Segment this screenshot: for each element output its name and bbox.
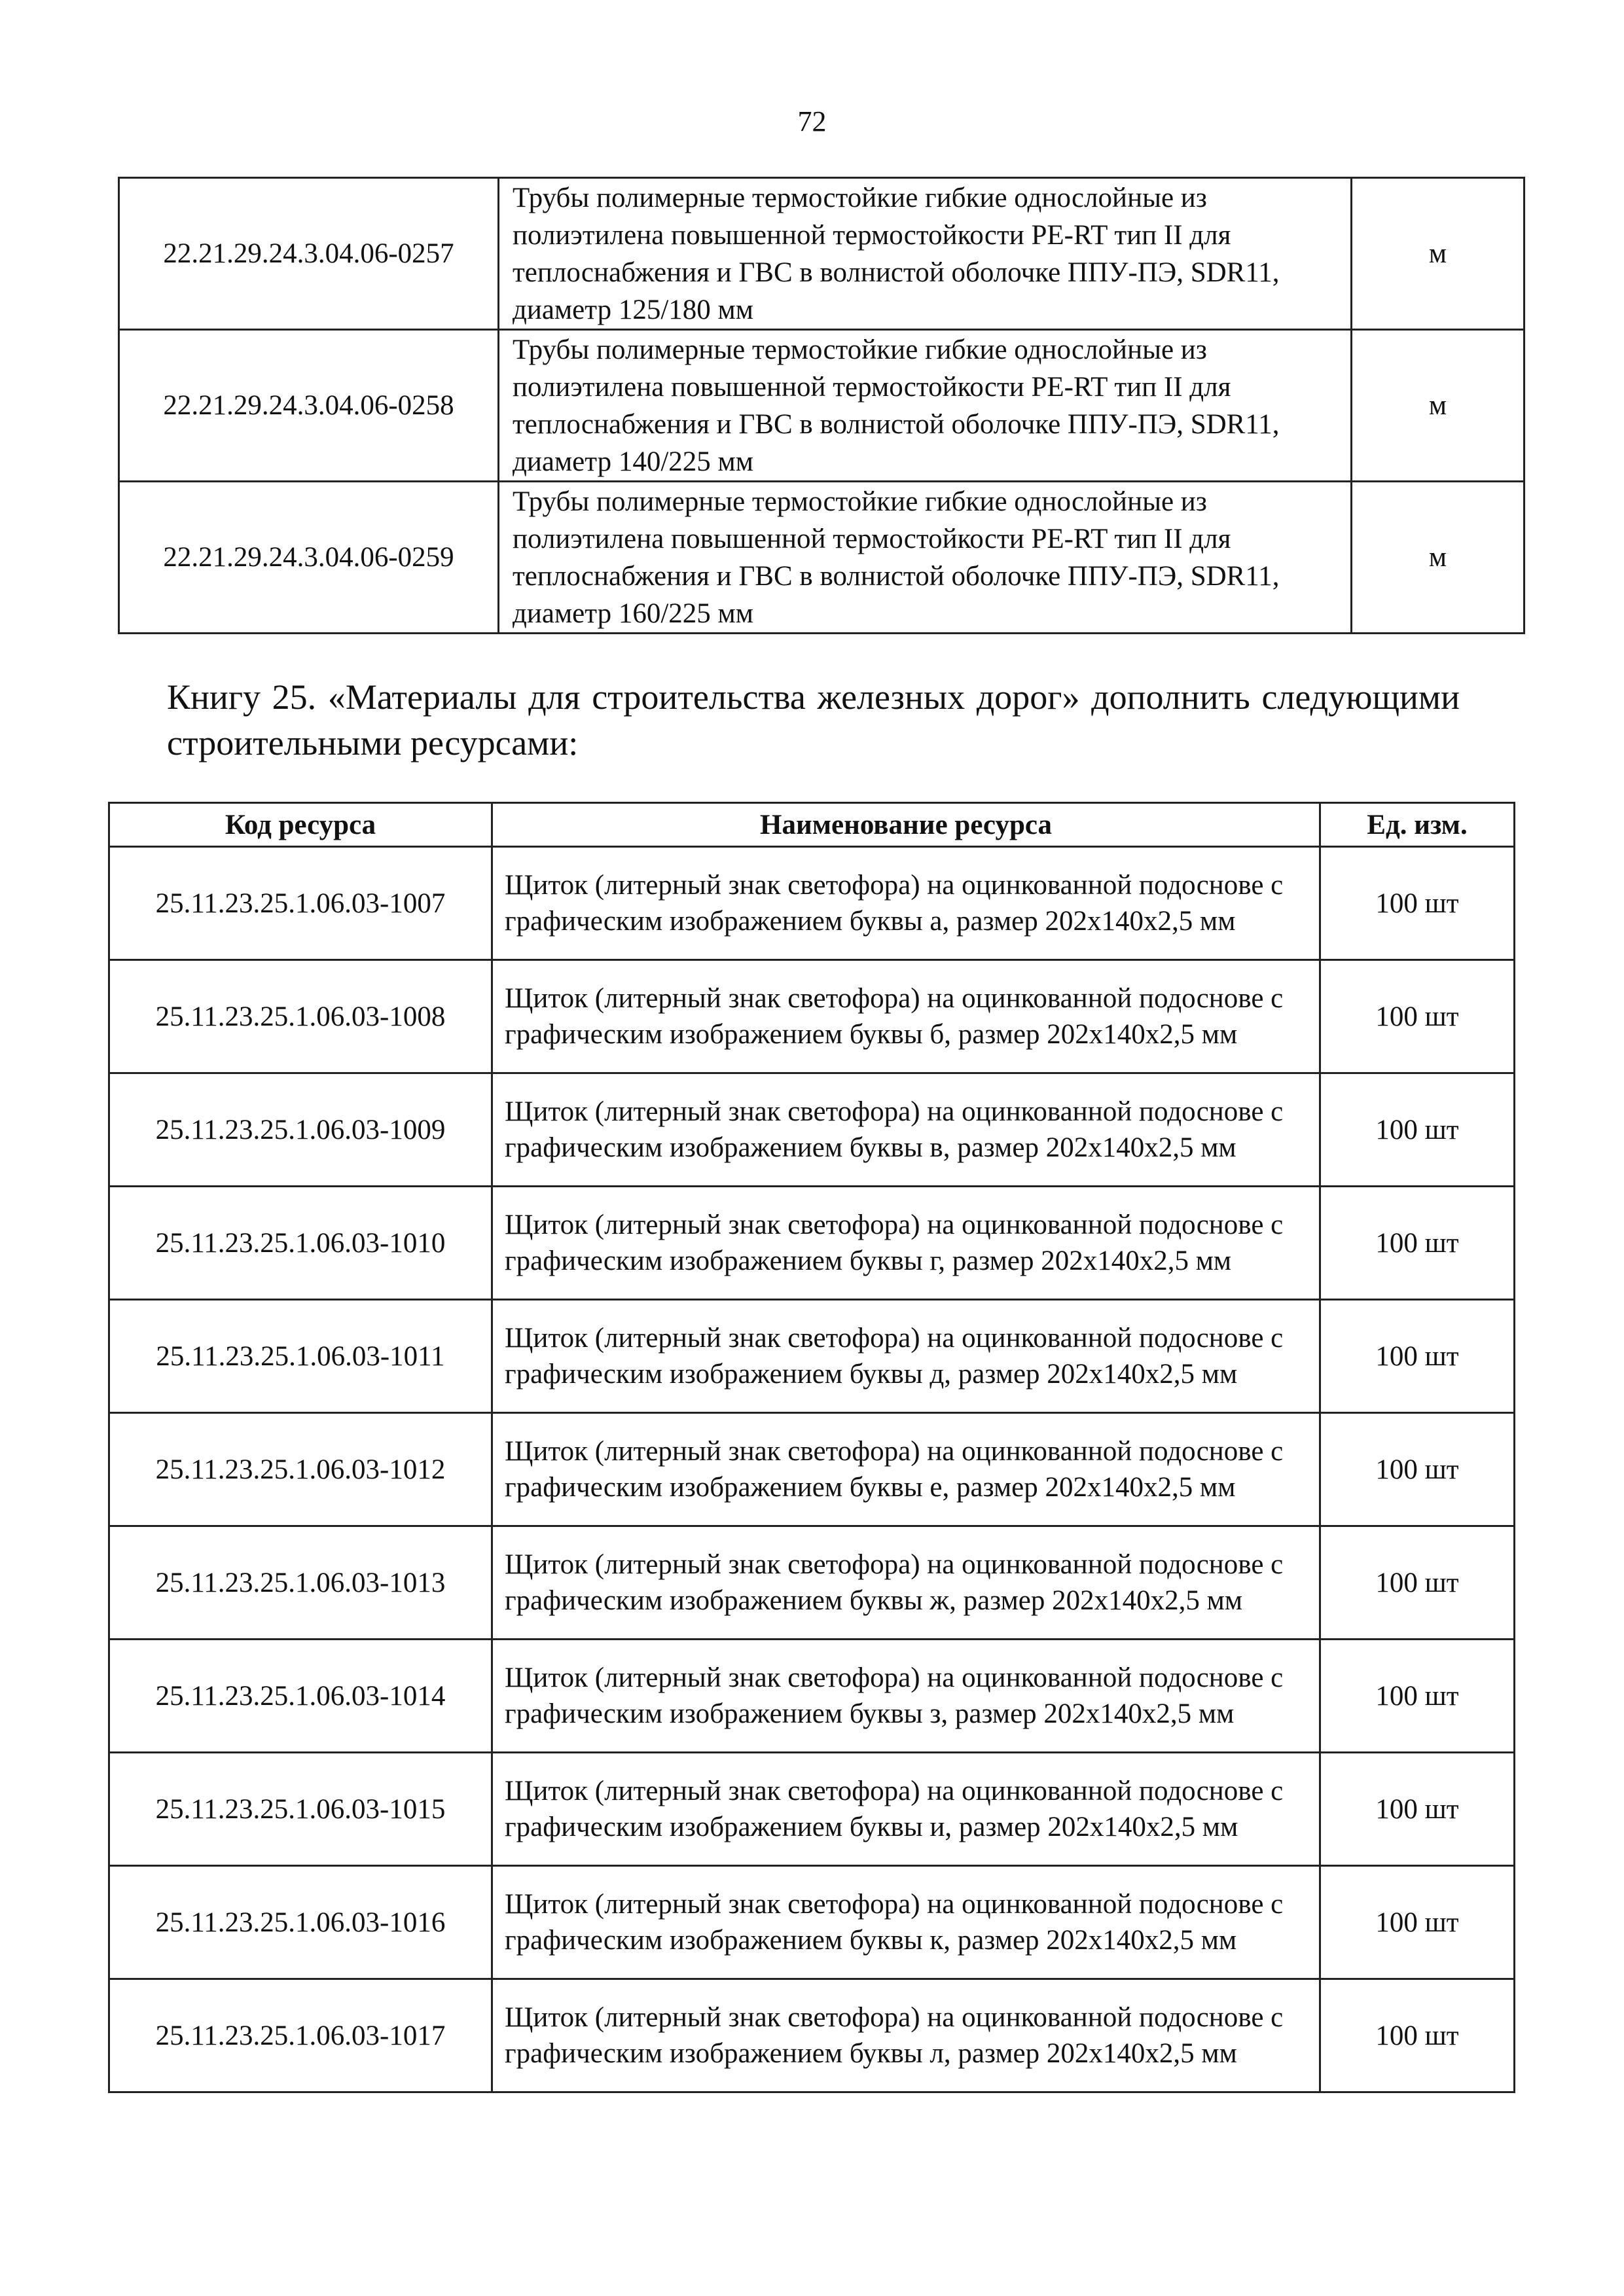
page-number: 72 bbox=[797, 105, 827, 137]
resource-name: Щиток (литерный знак светофора) на оцинкованной подоснове с графическим изображением буквы з, размер 202х140х2,5 мм bbox=[492, 1640, 1320, 1753]
table-row bbox=[119, 178, 1525, 330]
resource-name: Щиток (литерный знак светофора) на оцинкованной подоснове с графическим изображением буквы е, размер 202х140х2,5 мм bbox=[492, 1413, 1320, 1526]
resource-name: Щиток (литерный знак светофора) на оцинкованной подоснове с графическим изображением буквы л, размер 202х140х2,5 мм bbox=[492, 1979, 1320, 2092]
table-row bbox=[109, 1753, 1515, 1866]
resource-unit: м bbox=[1352, 178, 1525, 330]
resource-unit: 100 шт bbox=[1320, 1866, 1515, 1979]
resource-name: Щиток (литерный знак светофора) на оцинкованной подоснове с графическим изображением буквы к, размер 202х140х2,5 мм bbox=[492, 1866, 1320, 1979]
resource-name: Щиток (литерный знак светофора) на оцинкованной подоснове с графическим изображением буквы ж, размер 202х140х2,5 мм bbox=[492, 1526, 1320, 1640]
header-name: Наименование ресурса bbox=[492, 803, 1320, 847]
table-header-row bbox=[109, 803, 1515, 847]
resource-name: Трубы полимерные термостойкие гибкие однослойные из полиэтилена повышенной термостойкости PE-RT тип II для теплоснабжения и ГВС в волнистой оболочке ППУ-ПЭ, SDR11, диаметр 125/180 мм bbox=[499, 178, 1352, 330]
resource-code: 22.21.29.24.3.04.06-0258 bbox=[119, 330, 499, 482]
resource-name: Щиток (литерный знак светофора) на оцинкованной подоснове с графическим изображением буквы а, размер 202х140х2,5 мм bbox=[492, 847, 1320, 960]
table-row bbox=[109, 1187, 1515, 1300]
resources-table bbox=[108, 802, 1515, 2093]
table-row bbox=[119, 482, 1525, 634]
resource-name: Щиток (литерный знак светофора) на оцинкованной подоснове с графическим изображением буквы в, размер 202х140х2,5 мм bbox=[492, 1073, 1320, 1187]
resource-code: 25.11.23.25.1.06.03-1010 bbox=[109, 1187, 492, 1300]
resource-unit: 100 шт bbox=[1320, 1979, 1515, 2092]
resource-name: Щиток (литерный знак светофора) на оцинкованной подоснове с графическим изображением буквы г, размер 202х140х2,5 мм bbox=[492, 1187, 1320, 1300]
table-row bbox=[109, 1526, 1515, 1640]
resource-code: 25.11.23.25.1.06.03-1008 bbox=[109, 960, 492, 1073]
header-unit: Ед. изм. bbox=[1320, 803, 1515, 847]
resource-code: 25.11.23.25.1.06.03-1009 bbox=[109, 1073, 492, 1187]
table-row bbox=[109, 1073, 1515, 1187]
resource-unit: 100 шт bbox=[1320, 960, 1515, 1073]
table-row bbox=[109, 1413, 1515, 1526]
resource-code: 25.11.23.25.1.06.03-1013 bbox=[109, 1526, 492, 1640]
resource-name: Щиток (литерный знак светофора) на оцинкованной подоснове с графическим изображением буквы б, размер 202х140х2,5 мм bbox=[492, 960, 1320, 1073]
table-row bbox=[109, 1866, 1515, 1979]
resource-unit: 100 шт bbox=[1320, 1526, 1515, 1640]
resource-code: 25.11.23.25.1.06.03-1015 bbox=[109, 1753, 492, 1866]
resource-code: 25.11.23.25.1.06.03-1007 bbox=[109, 847, 492, 960]
resource-name: Щиток (литерный знак светофора) на оцинкованной подоснове с графическим изображением буквы и, размер 202х140х2,5 мм bbox=[492, 1753, 1320, 1866]
table-row bbox=[109, 847, 1515, 960]
resource-code: 25.11.23.25.1.06.03-1017 bbox=[109, 1979, 492, 2092]
resource-unit: 100 шт bbox=[1320, 1413, 1515, 1526]
resource-unit: м bbox=[1352, 482, 1525, 634]
resource-code: 25.11.23.25.1.06.03-1012 bbox=[109, 1413, 492, 1526]
table-row bbox=[109, 1979, 1515, 2092]
resource-code: 22.21.29.24.3.04.06-0259 bbox=[119, 482, 499, 634]
table-row bbox=[119, 330, 1525, 482]
resource-unit: 100 шт bbox=[1320, 1640, 1515, 1753]
resource-unit: 100 шт bbox=[1320, 847, 1515, 960]
resource-name: Трубы полимерные термостойкие гибкие однослойные из полиэтилена повышенной термостойкости PE-RT тип II для теплоснабжения и ГВС в волнистой оболочке ППУ-ПЭ, SDR11, диаметр 140/225 мм bbox=[499, 330, 1352, 482]
table-row bbox=[109, 960, 1515, 1073]
header-code: Код ресурса bbox=[109, 803, 492, 847]
resource-name: Щиток (литерный знак светофора) на оцинкованной подоснове с графическим изображением буквы д, размер 202х140х2,5 мм bbox=[492, 1300, 1320, 1413]
resource-name: Трубы полимерные термостойкие гибкие однослойные из полиэтилена повышенной термостойкости PE-RT тип II для теплоснабжения и ГВС в волнистой оболочке ППУ-ПЭ, SDR11, диаметр 160/225 мм bbox=[499, 482, 1352, 634]
table-row bbox=[109, 1640, 1515, 1753]
resource-code: 25.11.23.25.1.06.03-1011 bbox=[109, 1300, 492, 1413]
pipes-table bbox=[118, 177, 1525, 634]
resource-unit: 100 шт bbox=[1320, 1187, 1515, 1300]
resource-unit: 100 шт bbox=[1320, 1300, 1515, 1413]
resource-unit: м bbox=[1352, 330, 1525, 482]
table-row bbox=[109, 1300, 1515, 1413]
resource-code: 25.11.23.25.1.06.03-1014 bbox=[109, 1640, 492, 1753]
resource-code: 22.21.29.24.3.04.06-0257 bbox=[119, 178, 499, 330]
resource-unit: 100 шт bbox=[1320, 1073, 1515, 1187]
book-25-paragraph: Книгу 25. «Материалы для строительства железных дорог» дополнить следующими строительными ресурсами: bbox=[167, 677, 1460, 762]
resource-code: 25.11.23.25.1.06.03-1016 bbox=[109, 1866, 492, 1979]
resource-unit: 100 шт bbox=[1320, 1753, 1515, 1866]
